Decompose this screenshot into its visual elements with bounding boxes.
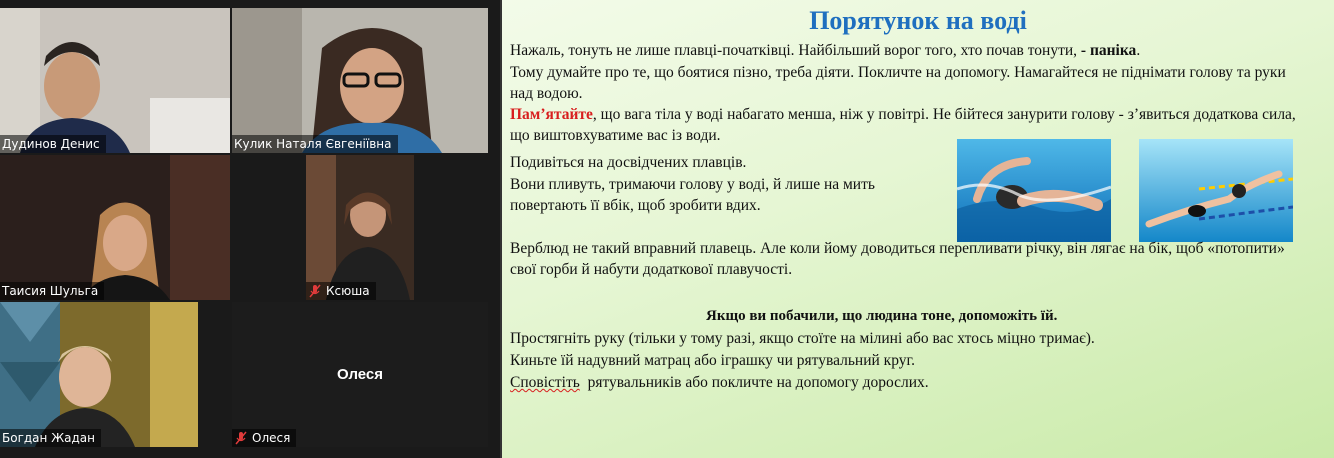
- slide-title: Порятунок на воді: [809, 6, 1027, 35]
- swimmer-photo: [957, 139, 1111, 242]
- video-tile-participant[interactable]: [0, 155, 230, 300]
- participant-name-tag: Богдан Жадан: [0, 429, 101, 447]
- participant-name-tag: Кулик Наталя Євгеніївна: [232, 135, 398, 153]
- muted-microphone-icon: [234, 431, 248, 445]
- slide-subheading: Якщо ви побачили, що людина тоне, допоможіть їй.: [706, 308, 1058, 324]
- slide-paragraph: Простягніть руку (тільки у тому разі, якщо стоїте на мілині або вас хтось міцно тримає).: [510, 330, 1095, 347]
- participant-name-tag: Дудинов Денис: [0, 135, 106, 153]
- participant-video: [232, 8, 488, 153]
- participant-name-tag: Ксюша: [306, 282, 376, 300]
- participant-video: [0, 302, 198, 447]
- slide-paragraph: Сповістіть рятувальників або покличте на допомогу дорослих.: [510, 374, 929, 391]
- video-tile-participant[interactable]: [0, 302, 198, 447]
- slide-paragraph: Пам’ятайте, що вага тіла у воді набагато менша, ніж у повітрі. Не бійтеся занурити голову - з’явиться додаткова сила, що виштовхуватиме вас із води.: [510, 106, 1296, 144]
- spellcheck-word: Сповістіть: [510, 374, 580, 391]
- video-tile-participant[interactable]: [232, 8, 488, 153]
- video-tile-participant[interactable]: [232, 302, 488, 447]
- participant-video: [306, 155, 414, 300]
- slide-paragraph: Нажаль, тонуть не лише плавці-початківці. Найбільший ворог того, хто почав тонути, - паніка.: [510, 42, 1141, 59]
- slide-paragraph: Верблюд не такий вправний плавець. Але коли йому доводиться перепливати річку, він лягає на бік, щоб «потопити» свої горби й набути додаткової плавучості.: [510, 240, 1285, 278]
- swimmer-photo: [1139, 139, 1293, 242]
- shared-slide: [502, 0, 1334, 458]
- participant-name-tag: Олеся: [232, 429, 296, 447]
- highlighted-word: Пам’ятайте: [510, 106, 593, 123]
- video-tile-participant[interactable]: [0, 8, 230, 153]
- slide-paragraph: Киньте їй надувний матрац або іграшку чи рятувальний круг.: [510, 352, 915, 369]
- video-gallery: [0, 0, 500, 458]
- slide-paragraph: Вони пливуть, тримаючи голову у воді, й лише на мить повертають її вбік, щоб зробити вдих.: [510, 176, 875, 214]
- participant-name-tag: Таисия Шульга: [0, 282, 104, 300]
- participant-name-placeholder: Олеся: [336, 366, 384, 383]
- slide-paragraph: Тому думайте про те, що боятися пізно, треба діяти. Покличте на допомогу. Намагайтеся не піднімати голову та руки над водою.: [510, 64, 1286, 102]
- participant-video: [0, 155, 230, 300]
- slide-paragraph: Подивіться на досвідчених плавців.: [510, 154, 747, 171]
- video-tile-participant[interactable]: [306, 155, 414, 300]
- participant-video: [0, 8, 230, 153]
- muted-microphone-icon: [308, 284, 322, 298]
